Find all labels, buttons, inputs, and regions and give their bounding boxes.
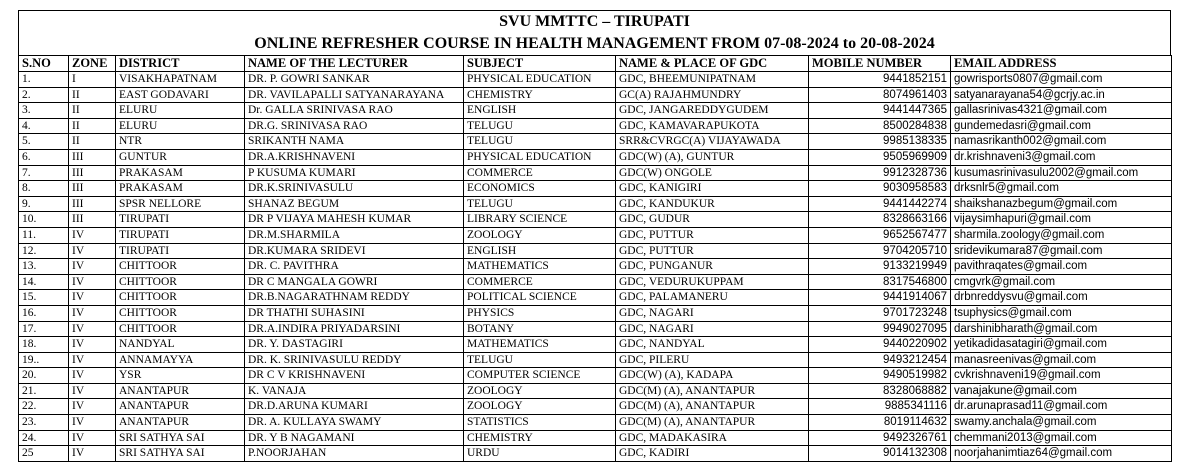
cell-district: ELURU: [116, 103, 245, 119]
table-row: [19, 118, 1172, 134]
cell-email: gundemedasri@gmail.com: [951, 118, 1172, 134]
cell-zone: IV: [69, 415, 116, 431]
cell-sno: 4.: [19, 118, 69, 134]
cell-district: EAST GODAVARI: [116, 87, 245, 103]
table-row: [19, 368, 1172, 384]
cell-district: ANNAMAYYA: [116, 352, 245, 368]
cell-zone: II: [69, 118, 116, 134]
cell-gdc: GDC, KANIGIRI: [616, 181, 809, 197]
cell-mobile: 8317546800: [809, 274, 951, 290]
table-row: [19, 274, 1172, 290]
cell-zone: III: [69, 212, 116, 228]
cell-lecturer: DR. P. GOWRI SANKAR: [245, 72, 464, 88]
cell-zone: IV: [69, 290, 116, 306]
cell-sno: 8.: [19, 181, 69, 197]
cell-subject: CHEMISTRY: [464, 430, 616, 446]
table-row: [19, 212, 1172, 228]
cell-district: CHITTOOR: [116, 305, 245, 321]
header-zone: ZONE: [69, 56, 116, 72]
cell-zone: II: [69, 134, 116, 150]
cell-subject: ECONOMICS: [464, 181, 616, 197]
table-row: [19, 415, 1172, 431]
cell-gdc: GDC, KANDUKUR: [616, 196, 809, 212]
cell-sno: 18.: [19, 337, 69, 353]
cell-district: CHITTOOR: [116, 259, 245, 275]
cell-sno: 19..: [19, 352, 69, 368]
cell-zone: IV: [69, 430, 116, 446]
cell-zone: III: [69, 165, 116, 181]
cell-district: ELURU: [116, 118, 245, 134]
cell-lecturer: K. VANAJA: [245, 383, 464, 399]
table-row: [19, 430, 1172, 446]
cell-sno: 3.: [19, 103, 69, 119]
participants-table: [18, 55, 1172, 462]
cell-gdc: GDC, PUNGANUR: [616, 259, 809, 275]
institute-title: SVU MMTTC – TIRUPATI: [499, 13, 690, 30]
cell-district: NANDYAL: [116, 337, 245, 353]
document-sheet: [18, 10, 1171, 462]
cell-gdc: GDC, GUDUR: [616, 212, 809, 228]
cell-district: TIRUPATI: [116, 243, 245, 259]
table-row: [19, 259, 1172, 275]
cell-mobile: 9652567477: [809, 227, 951, 243]
cell-district: ANANTAPUR: [116, 383, 245, 399]
cell-mobile: 9440220902: [809, 337, 951, 353]
cell-email: gallasrinivas4321@gmail.com: [951, 103, 1172, 119]
cell-gdc: GDC(W) (A), KADAPA: [616, 368, 809, 384]
cell-lecturer: DR. C. PAVITHRA: [245, 259, 464, 275]
table-row: [19, 165, 1172, 181]
cell-sno: 5.: [19, 134, 69, 150]
cell-mobile: 9912328736: [809, 165, 951, 181]
cell-gdc: GDC, NAGARI: [616, 321, 809, 337]
cell-mobile: 8074961403: [809, 87, 951, 103]
cell-lecturer: DR C V KRISHNAVENI: [245, 368, 464, 384]
cell-lecturer: DR.KUMARA SRIDEVI: [245, 243, 464, 259]
cell-zone: IV: [69, 446, 116, 462]
cell-sno: 6.: [19, 149, 69, 165]
cell-email: namasrikanth002@gmail.com: [951, 134, 1172, 150]
cell-district: PRAKASAM: [116, 181, 245, 197]
cell-lecturer: DR P VIJAYA MAHESH KUMAR: [245, 212, 464, 228]
cell-subject: COMPUTER SCIENCE: [464, 368, 616, 384]
cell-email: yetikadidasatagiri@gmail.com: [951, 337, 1172, 353]
cell-zone: IV: [69, 399, 116, 415]
cell-email: tsuphysics@gmail.com: [951, 305, 1172, 321]
cell-district: ANANTAPUR: [116, 399, 245, 415]
cell-lecturer: DR.D.ARUNA KUMARI: [245, 399, 464, 415]
cell-gdc: GDC(W) ONGOLE: [616, 165, 809, 181]
cell-subject: MATHEMATICS: [464, 259, 616, 275]
cell-email: darshinibharath@gmail.com: [951, 321, 1172, 337]
table-row: [19, 399, 1172, 415]
cell-zone: IV: [69, 274, 116, 290]
cell-lecturer: P.NOORJAHAN: [245, 446, 464, 462]
cell-email: pavithraqates@gmail.com: [951, 259, 1172, 275]
cell-gdc: GDC, NAGARI: [616, 305, 809, 321]
header-lecturer: NAME OF THE LECTURER: [245, 56, 464, 72]
cell-mobile: 9490519982: [809, 368, 951, 384]
cell-lecturer: DR.A.KRISHNAVENI: [245, 149, 464, 165]
cell-gdc: GDC(W) (A), GUNTUR: [616, 149, 809, 165]
cell-lecturer: SRIKANTH NAMA: [245, 134, 464, 150]
cell-district: ANANTAPUR: [116, 415, 245, 431]
cell-district: TIRUPATI: [116, 227, 245, 243]
cell-mobile: 9014132308: [809, 446, 951, 462]
cell-mobile: 9441447365: [809, 103, 951, 119]
table-row: [19, 337, 1172, 353]
cell-email: drbnreddysvu@gmail.com: [951, 290, 1172, 306]
cell-district: GUNTUR: [116, 149, 245, 165]
cell-zone: I: [69, 72, 116, 88]
cell-email: drksnlr5@gmail.com: [951, 181, 1172, 197]
cell-mobile: 9492326761: [809, 430, 951, 446]
table-row: [19, 72, 1172, 88]
cell-subject: ENGLISH: [464, 103, 616, 119]
cell-sno: 13.: [19, 259, 69, 275]
cell-lecturer: DR. Y B NAGAMANI: [245, 430, 464, 446]
cell-lecturer: DR THATHI SUHASINI: [245, 305, 464, 321]
cell-district: VISAKHAPATNAM: [116, 72, 245, 88]
cell-zone: IV: [69, 337, 116, 353]
cell-zone: IV: [69, 352, 116, 368]
cell-mobile: 8019114632: [809, 415, 951, 431]
cell-district: YSR: [116, 368, 245, 384]
cell-gdc: GDC, KADIRI: [616, 446, 809, 462]
cell-gdc: GDC(M) (A), ANANTAPUR: [616, 399, 809, 415]
cell-district: SPSR NELLORE: [116, 196, 245, 212]
cell-zone: IV: [69, 259, 116, 275]
cell-subject: TELUGU: [464, 196, 616, 212]
cell-lecturer: DR.G. SRINIVASA RAO: [245, 118, 464, 134]
cell-mobile: 9441852151: [809, 72, 951, 88]
cell-email: noorjahanimtiaz64@gmail.com: [951, 446, 1172, 462]
cell-mobile: 9885341116: [809, 399, 951, 415]
cell-sno: 11.: [19, 227, 69, 243]
cell-subject: COMMERCE: [464, 274, 616, 290]
table-row: [19, 181, 1172, 197]
cell-subject: ZOOLOGY: [464, 383, 616, 399]
table-row: [19, 227, 1172, 243]
cell-email: swamy.anchala@gmail.com: [951, 415, 1172, 431]
cell-district: PRAKASAM: [116, 165, 245, 181]
cell-gdc: GDC, VEDURUKUPPAM: [616, 274, 809, 290]
cell-lecturer: DR. A. KULLAYA SWAMY: [245, 415, 464, 431]
table-row: [19, 87, 1172, 103]
table-row: [19, 103, 1172, 119]
cell-subject: TELUGU: [464, 118, 616, 134]
cell-mobile: 9441442274: [809, 196, 951, 212]
cell-mobile: 8328068882: [809, 383, 951, 399]
cell-sno: 21.: [19, 383, 69, 399]
table-row: [19, 383, 1172, 399]
cell-district: SRI SATHYA SAI: [116, 430, 245, 446]
cell-email: cmgvrk@gmail.com: [951, 274, 1172, 290]
cell-lecturer: DR.M.SHARMILA: [245, 227, 464, 243]
cell-email: chemmani2013@gmail.com: [951, 430, 1172, 446]
cell-zone: III: [69, 196, 116, 212]
cell-lecturer: Dr. GALLA SRINIVASA RAO: [245, 103, 464, 119]
cell-mobile: 9505969909: [809, 149, 951, 165]
cell-gdc: GDC, PALAMANERU: [616, 290, 809, 306]
cell-sno: 9.: [19, 196, 69, 212]
cell-subject: URDU: [464, 446, 616, 462]
cell-sno: 14.: [19, 274, 69, 290]
cell-lecturer: P KUSUMA KUMARI: [245, 165, 464, 181]
cell-email: kusumasrinivasulu2002@gmail.com: [951, 165, 1172, 181]
cell-sno: 22.: [19, 399, 69, 415]
cell-sno: 16.: [19, 305, 69, 321]
table-row: [19, 446, 1172, 462]
cell-sno: 10.: [19, 212, 69, 228]
course-title: ONLINE REFRESHER COURSE IN HEALTH MANAGEMENT FROM 07-08-2024 to 20-08-2024: [254, 35, 935, 52]
cell-subject: POLITICAL SCIENCE: [464, 290, 616, 306]
cell-sno: 17.: [19, 321, 69, 337]
cell-email: vijaysimhapuri@gmail.com: [951, 212, 1172, 228]
cell-lecturer: DR.B.NAGARATHNAM REDDY: [245, 290, 464, 306]
table-row: [19, 290, 1172, 306]
title-block: [18, 10, 1171, 55]
cell-zone: IV: [69, 243, 116, 259]
cell-subject: ZOOLOGY: [464, 227, 616, 243]
cell-email: dr.arunaprasad11@gmail.com: [951, 399, 1172, 415]
table-row: [19, 243, 1172, 259]
cell-district: TIRUPATI: [116, 212, 245, 228]
header-sno: S.NO: [19, 56, 69, 72]
cell-subject: LIBRARY SCIENCE: [464, 212, 616, 228]
table-row: [19, 352, 1172, 368]
cell-mobile: 9985138335: [809, 134, 951, 150]
cell-gdc: GDC(M) (A), ANANTAPUR: [616, 415, 809, 431]
cell-mobile: 9949027095: [809, 321, 951, 337]
table-header-row: [19, 56, 1172, 72]
cell-sno: 23.: [19, 415, 69, 431]
cell-subject: ENGLISH: [464, 243, 616, 259]
cell-email: sharmila.zoology@gmail.com: [951, 227, 1172, 243]
header-mobile: MOBILE NUMBER: [809, 56, 951, 72]
cell-mobile: 9701723248: [809, 305, 951, 321]
cell-sno: 7.: [19, 165, 69, 181]
cell-mobile: 9133219949: [809, 259, 951, 275]
cell-gdc: GDC(M) (A), ANANTAPUR: [616, 383, 809, 399]
cell-gdc: GDC, BHEEMUNIPATNAM: [616, 72, 809, 88]
cell-mobile: 8500284838: [809, 118, 951, 134]
cell-subject: BOTANY: [464, 321, 616, 337]
cell-lecturer: DR. K. SRINIVASULU REDDY: [245, 352, 464, 368]
cell-lecturer: DR. Y. DASTAGIRI: [245, 337, 464, 353]
cell-zone: III: [69, 149, 116, 165]
table-row: [19, 305, 1172, 321]
cell-subject: PHYSICS: [464, 305, 616, 321]
cell-sno: 24.: [19, 430, 69, 446]
cell-email: satyanarayana54@gcrjy.ac.in: [951, 87, 1172, 103]
cell-gdc: GDC, PUTTUR: [616, 243, 809, 259]
cell-email: gowrisports0807@gmail.com: [951, 72, 1172, 88]
cell-zone: IV: [69, 321, 116, 337]
cell-gdc: GDC, PUTTUR: [616, 227, 809, 243]
cell-mobile: 9493212454: [809, 352, 951, 368]
cell-gdc: GDC, MADAKASIRA: [616, 430, 809, 446]
cell-lecturer: SHANAZ BEGUM: [245, 196, 464, 212]
cell-subject: PHYSICAL EDUCATION: [464, 149, 616, 165]
cell-zone: IV: [69, 383, 116, 399]
cell-subject: PHYSICAL EDUCATION: [464, 72, 616, 88]
cell-mobile: 9704205710: [809, 243, 951, 259]
cell-mobile: 9441914067: [809, 290, 951, 306]
cell-email: cvkrishnaveni19@gmail.com: [951, 368, 1172, 384]
cell-zone: II: [69, 87, 116, 103]
table-body: [19, 72, 1172, 462]
cell-sno: 15.: [19, 290, 69, 306]
cell-sno: 2.: [19, 87, 69, 103]
cell-subject: TELUGU: [464, 134, 616, 150]
cell-gdc: GC(A) RAJAHMUNDRY: [616, 87, 809, 103]
table-row: [19, 149, 1172, 165]
cell-zone: IV: [69, 368, 116, 384]
cell-sno: 1.: [19, 72, 69, 88]
cell-district: CHITTOOR: [116, 290, 245, 306]
cell-email: dr.krishnaveni3@gmail.com: [951, 149, 1172, 165]
cell-gdc: GDC, NANDYAL: [616, 337, 809, 353]
header-district: DISTRICT: [116, 56, 245, 72]
table-row: [19, 134, 1172, 150]
cell-district: SRI SATHYA SAI: [116, 446, 245, 462]
cell-gdc: GDC, PILERU: [616, 352, 809, 368]
cell-sno: 20.: [19, 368, 69, 384]
cell-lecturer: DR.A.INDIRA PRIYADARSINI: [245, 321, 464, 337]
cell-sno: 12.: [19, 243, 69, 259]
cell-email: shaikshanazbegum@gmail.com: [951, 196, 1172, 212]
cell-lecturer: DR. VAVILAPALLI SATYANARAYANA: [245, 87, 464, 103]
cell-gdc: GDC, KAMAVARAPUKOTA: [616, 118, 809, 134]
cell-mobile: 9030958583: [809, 181, 951, 197]
cell-email: sridevikumara87@gmail.com: [951, 243, 1172, 259]
header-email: EMAIL ADDRESS: [951, 56, 1172, 72]
cell-email: manasreenivas@gmail.com: [951, 352, 1172, 368]
cell-district: CHITTOOR: [116, 274, 245, 290]
cell-sno: 25: [19, 446, 69, 462]
cell-zone: IV: [69, 305, 116, 321]
cell-subject: STATISTICS: [464, 415, 616, 431]
cell-lecturer: DR.K.SRINIVASULU: [245, 181, 464, 197]
cell-subject: MATHEMATICS: [464, 337, 616, 353]
cell-gdc: GDC, JANGAREDDYGUDEM: [616, 103, 809, 119]
cell-email: vanajakune@gmail.com: [951, 383, 1172, 399]
header-subject: SUBJECT: [464, 56, 616, 72]
cell-zone: II: [69, 103, 116, 119]
table-row: [19, 196, 1172, 212]
cell-zone: IV: [69, 227, 116, 243]
cell-subject: ZOOLOGY: [464, 399, 616, 415]
cell-district: CHITTOOR: [116, 321, 245, 337]
cell-subject: CHEMISTRY: [464, 87, 616, 103]
cell-district: NTR: [116, 134, 245, 150]
cell-subject: COMMERCE: [464, 165, 616, 181]
cell-mobile: 8328663166: [809, 212, 951, 228]
cell-zone: III: [69, 181, 116, 197]
header-gdc: NAME & PLACE OF GDC: [616, 56, 809, 72]
cell-gdc: SRR&CVRGC(A) VIJAYAWADA: [616, 134, 809, 150]
table-row: [19, 321, 1172, 337]
cell-lecturer: DR C MANGALA GOWRI: [245, 274, 464, 290]
cell-subject: TELUGU: [464, 352, 616, 368]
